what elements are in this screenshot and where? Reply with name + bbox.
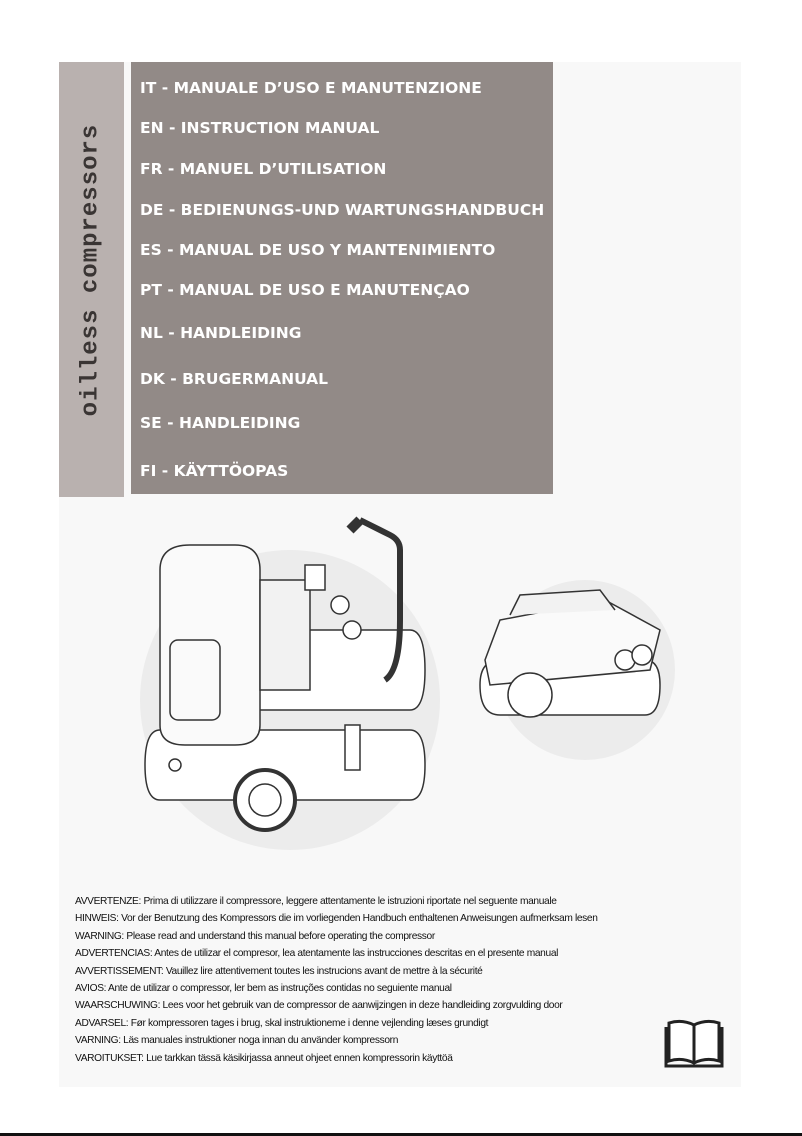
title-es: ES - MANUAL DE USO Y MANTENIMIENTO <box>140 241 496 259</box>
large-compressor-illustration <box>140 520 440 850</box>
title-panel <box>131 62 553 494</box>
warning-se: VARNING: Läs manuales instruktioner noga innan du använder kompressorn <box>75 1035 399 1047</box>
warnings-list <box>75 893 598 1067</box>
open-book-icon <box>664 1017 724 1069</box>
warning-de: HINWEIS: Vor der Benutzung des Kompressors die im vorliegenden Handbuch enthaltenen Anweisungen aufmerksam lesen <box>75 913 598 925</box>
warning-es: ADVERTENCIAS: Antes de utilizar el compresor, lea atentamente las instrucciones descritas en el presente manual <box>75 948 559 960</box>
warning-it: AVVERTENZE: Prima di utilizzare il compressore, leggere attentamente le istruzioni riportate nel seguente manuale <box>75 896 557 907</box>
small-compressor-illustration <box>480 580 675 760</box>
compressor-illustrations <box>60 510 740 880</box>
warning-fr: AVVERTISSEMENT: Vauillez lire attentivement toutes les instrucions avant de mettre à la sécurité <box>75 965 483 977</box>
title-dk: DK - BRUGERMANUAL <box>140 370 329 388</box>
title-se: SE - HANDLEIDING <box>140 414 301 432</box>
title-pt: PT - MANUAL DE USO E MANUTENÇAO <box>140 281 470 299</box>
warning-nl: WAARSCHUWING: Lees voor het gebruik van de compressor de aanwijzingen in deze handleiding zorgvulding door <box>75 1000 563 1012</box>
title-de: DE - BEDIENUNGS-UND WARTUNGSHANDBUCH <box>140 201 545 219</box>
title-fi: FI - KÄYTTÖOPAS <box>140 462 289 480</box>
brand-vertical: oilless compressors <box>77 123 105 417</box>
title-fr: FR - MANUEL D’UTILISATION <box>140 160 387 178</box>
warning-en: WARNING: Please read and understand this manual before operating the compressor <box>75 930 435 942</box>
title-en: EN - INSTRUCTION MANUAL <box>140 119 380 137</box>
warning-fi: VAROITUKSET: Lue tarkkan tässä käsikirjassa anneut ohjeet ennen kompressorin käyttöä <box>75 1052 453 1064</box>
warning-pt: AVIOS: Ante de utilizar o compressor, ler bem as instruções contidas no seguiente manual <box>75 982 452 994</box>
warning-dk: ADVARSEL: Før kompressoren tages i brug, skal instruktioneme i denne vejlending læses grundigt <box>75 1017 489 1029</box>
title-it: IT - MANUALE D’USO E MANUTENZIONE <box>140 79 482 97</box>
title-nl: NL - HANDLEIDING <box>140 324 302 342</box>
